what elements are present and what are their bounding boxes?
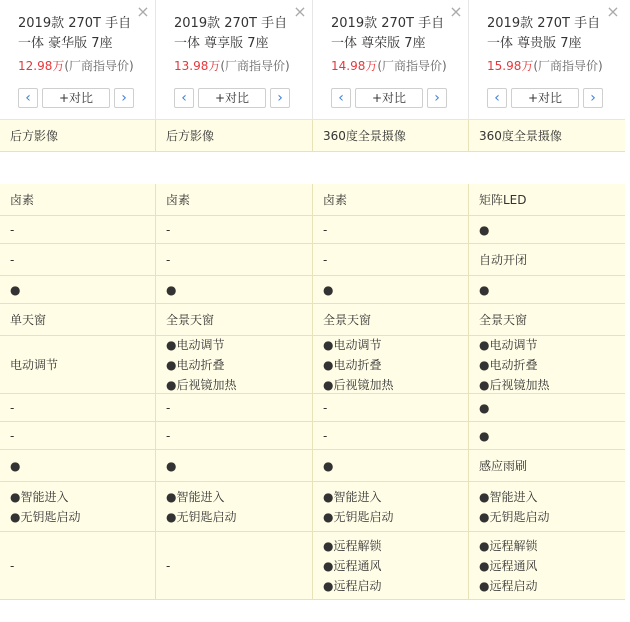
car-name: 2019款 270T 手自一体 豪华版 7座 [18, 16, 132, 51]
spec-line: 卤素 [323, 192, 348, 207]
spec-cell [469, 120, 625, 152]
add-compare-button[interactable]: +对比 [511, 88, 579, 108]
spec-line: ●智能进入 [10, 489, 69, 504]
car-column-header [313, 0, 469, 120]
spec-line: - [166, 428, 171, 443]
spec-line: ●电动折叠 [323, 357, 382, 372]
spec-cell [469, 304, 625, 336]
spec-cell [0, 450, 156, 482]
spec-cell [0, 422, 156, 450]
spec-cell [156, 120, 313, 152]
spec-line: ●后视镜加热 [166, 377, 237, 392]
spec-cell [313, 336, 469, 394]
spec-line: ● [479, 428, 490, 443]
spec-line: - [10, 252, 15, 267]
spec-line: 全景天窗 [323, 312, 372, 327]
spec-line: 卤素 [10, 192, 35, 207]
price-note: (厂商指导价) [533, 59, 603, 73]
spec-line: ● [166, 458, 177, 473]
spec-cell [156, 216, 313, 244]
spec-cell [469, 276, 625, 304]
close-icon[interactable]: × [293, 2, 307, 21]
add-compare-button[interactable]: +对比 [42, 88, 110, 108]
car-column-header [0, 0, 156, 120]
spec-line: ●远程启动 [323, 578, 382, 593]
next-arrow-icon[interactable]: › [583, 88, 603, 108]
price-line [331, 58, 468, 74]
spec-cell [156, 482, 313, 532]
car-column-header [156, 0, 313, 120]
car-price: 13.98万 [174, 59, 221, 73]
spec-cell [313, 422, 469, 450]
spec-cell [156, 244, 313, 276]
spec-cell [0, 120, 156, 152]
spec-line: 单天窗 [10, 312, 47, 327]
close-icon[interactable]: × [136, 2, 150, 21]
spec-line: ●无钥匙启动 [323, 509, 394, 524]
spec-line: 全景天窗 [166, 312, 215, 327]
spec-line: - [323, 222, 328, 237]
car-price: 14.98万 [331, 59, 378, 73]
spec-cell [0, 532, 156, 600]
spec-cell [156, 336, 313, 394]
spec-line: - [10, 222, 15, 237]
spec-line: - [323, 400, 328, 415]
spec-line: - [166, 400, 171, 415]
price-line [174, 58, 312, 74]
spec-line: ●智能进入 [479, 489, 538, 504]
spec-cell [0, 394, 156, 422]
car-name: 2019款 270T 手自一体 尊荣版 7座 [331, 16, 445, 51]
spec-cell [156, 450, 313, 482]
spec-cell [0, 244, 156, 276]
spec-line: ●远程启动 [479, 578, 538, 593]
spec-line: ● [166, 282, 177, 297]
spec-line: - [323, 428, 328, 443]
spec-cell [469, 394, 625, 422]
spec-line: ●电动调节 [323, 337, 382, 352]
spec-line: ● [10, 282, 21, 297]
spec-line: ● [323, 282, 334, 297]
spec-line: ● [479, 400, 490, 415]
spec-line: - [10, 428, 15, 443]
car-price: 15.98万 [487, 59, 534, 73]
spec-line: ●智能进入 [323, 489, 382, 504]
spec-cell [313, 394, 469, 422]
car-price: 12.98万 [18, 59, 65, 73]
spec-table-top [0, 120, 625, 152]
spec-line: - [166, 222, 171, 237]
spec-line: 后方影像 [166, 128, 215, 143]
spec-line: - [10, 400, 15, 415]
spec-cell [313, 304, 469, 336]
spec-line: 360度全景摄像 [323, 128, 406, 143]
next-arrow-icon[interactable]: › [427, 88, 447, 108]
price-line [18, 58, 155, 74]
price-note: (厂商指导价) [220, 59, 290, 73]
spec-table-main [0, 184, 625, 600]
spec-line: ●电动折叠 [479, 357, 538, 372]
prev-arrow-icon[interactable]: ‹ [174, 88, 194, 108]
car-column-header [469, 0, 625, 120]
spec-cell [313, 532, 469, 600]
compare-controls [331, 88, 447, 108]
spec-cell [469, 422, 625, 450]
spec-line: 感应雨刷 [479, 458, 528, 473]
spec-line: ●电动调节 [166, 337, 225, 352]
spec-line: ●无钥匙启动 [10, 509, 81, 524]
spec-line: - [323, 252, 328, 267]
spec-cell [313, 482, 469, 532]
add-compare-button[interactable]: +对比 [355, 88, 423, 108]
spec-cell [469, 450, 625, 482]
price-note: (厂商指导价) [64, 59, 134, 73]
prev-arrow-icon[interactable]: ‹ [331, 88, 351, 108]
section-spacer [0, 152, 630, 184]
spec-line: ●远程通风 [323, 558, 382, 573]
spec-line: ●电动调节 [479, 337, 538, 352]
spec-cell [0, 482, 156, 532]
spec-line: ●智能进入 [166, 489, 225, 504]
prev-arrow-icon[interactable]: ‹ [18, 88, 38, 108]
spec-cell [469, 244, 625, 276]
spec-cell [469, 216, 625, 244]
spec-cell [313, 120, 469, 152]
spec-line: 卤素 [166, 192, 191, 207]
spec-line: 自动开闭 [479, 252, 528, 267]
car-header-row [0, 0, 625, 120]
spec-line: 后方影像 [10, 128, 59, 143]
spec-line: 全景天窗 [479, 312, 528, 327]
spec-line: ● [10, 458, 21, 473]
spec-line: ● [323, 458, 334, 473]
close-icon[interactable]: × [449, 2, 463, 21]
next-arrow-icon[interactable]: › [270, 88, 290, 108]
spec-cell [313, 184, 469, 216]
spec-cell [156, 184, 313, 216]
spec-cell [313, 244, 469, 276]
spec-cell [156, 422, 313, 450]
compare-controls [487, 88, 603, 108]
spec-cell [156, 304, 313, 336]
spec-line: ●远程通风 [479, 558, 538, 573]
compare-controls [18, 88, 134, 108]
spec-line: 矩阵LED [479, 192, 527, 207]
spec-cell [156, 532, 313, 600]
spec-cell [469, 532, 625, 600]
car-name: 2019款 270T 手自一体 尊贵版 7座 [487, 16, 601, 51]
close-icon[interactable]: × [606, 2, 620, 21]
spec-line: ●无钥匙启动 [479, 509, 550, 524]
spec-cell [313, 276, 469, 304]
spec-cell [469, 184, 625, 216]
spec-cell [0, 216, 156, 244]
spec-line: ●后视镜加热 [479, 377, 550, 392]
spec-line: ● [479, 222, 490, 237]
spec-cell [156, 276, 313, 304]
spec-line: ●后视镜加热 [323, 377, 394, 392]
spec-cell [0, 304, 156, 336]
price-note: (厂商指导价) [377, 59, 447, 73]
spec-cell [313, 450, 469, 482]
next-arrow-icon[interactable]: › [114, 88, 134, 108]
prev-arrow-icon[interactable]: ‹ [487, 88, 507, 108]
price-line [487, 58, 625, 74]
spec-cell [156, 394, 313, 422]
compare-controls [174, 88, 290, 108]
spec-line: - [166, 252, 171, 267]
spec-line: ● [479, 282, 490, 297]
spec-cell [0, 276, 156, 304]
spec-cell [469, 482, 625, 532]
spec-line: ●远程解锁 [479, 538, 538, 553]
add-compare-button[interactable]: +对比 [198, 88, 266, 108]
spec-line: ●电动折叠 [166, 357, 225, 372]
spec-line: ●远程解锁 [323, 538, 382, 553]
spec-line: - [10, 558, 15, 573]
car-name: 2019款 270T 手自一体 尊享版 7座 [174, 16, 288, 51]
spec-cell [0, 184, 156, 216]
spec-cell [313, 216, 469, 244]
spec-cell [469, 336, 625, 394]
spec-line: 360度全景摄像 [479, 128, 562, 143]
spec-line: ●无钥匙启动 [166, 509, 237, 524]
spec-line: - [166, 558, 171, 573]
spec-cell [0, 336, 156, 394]
spec-line: 电动调节 [10, 357, 59, 372]
